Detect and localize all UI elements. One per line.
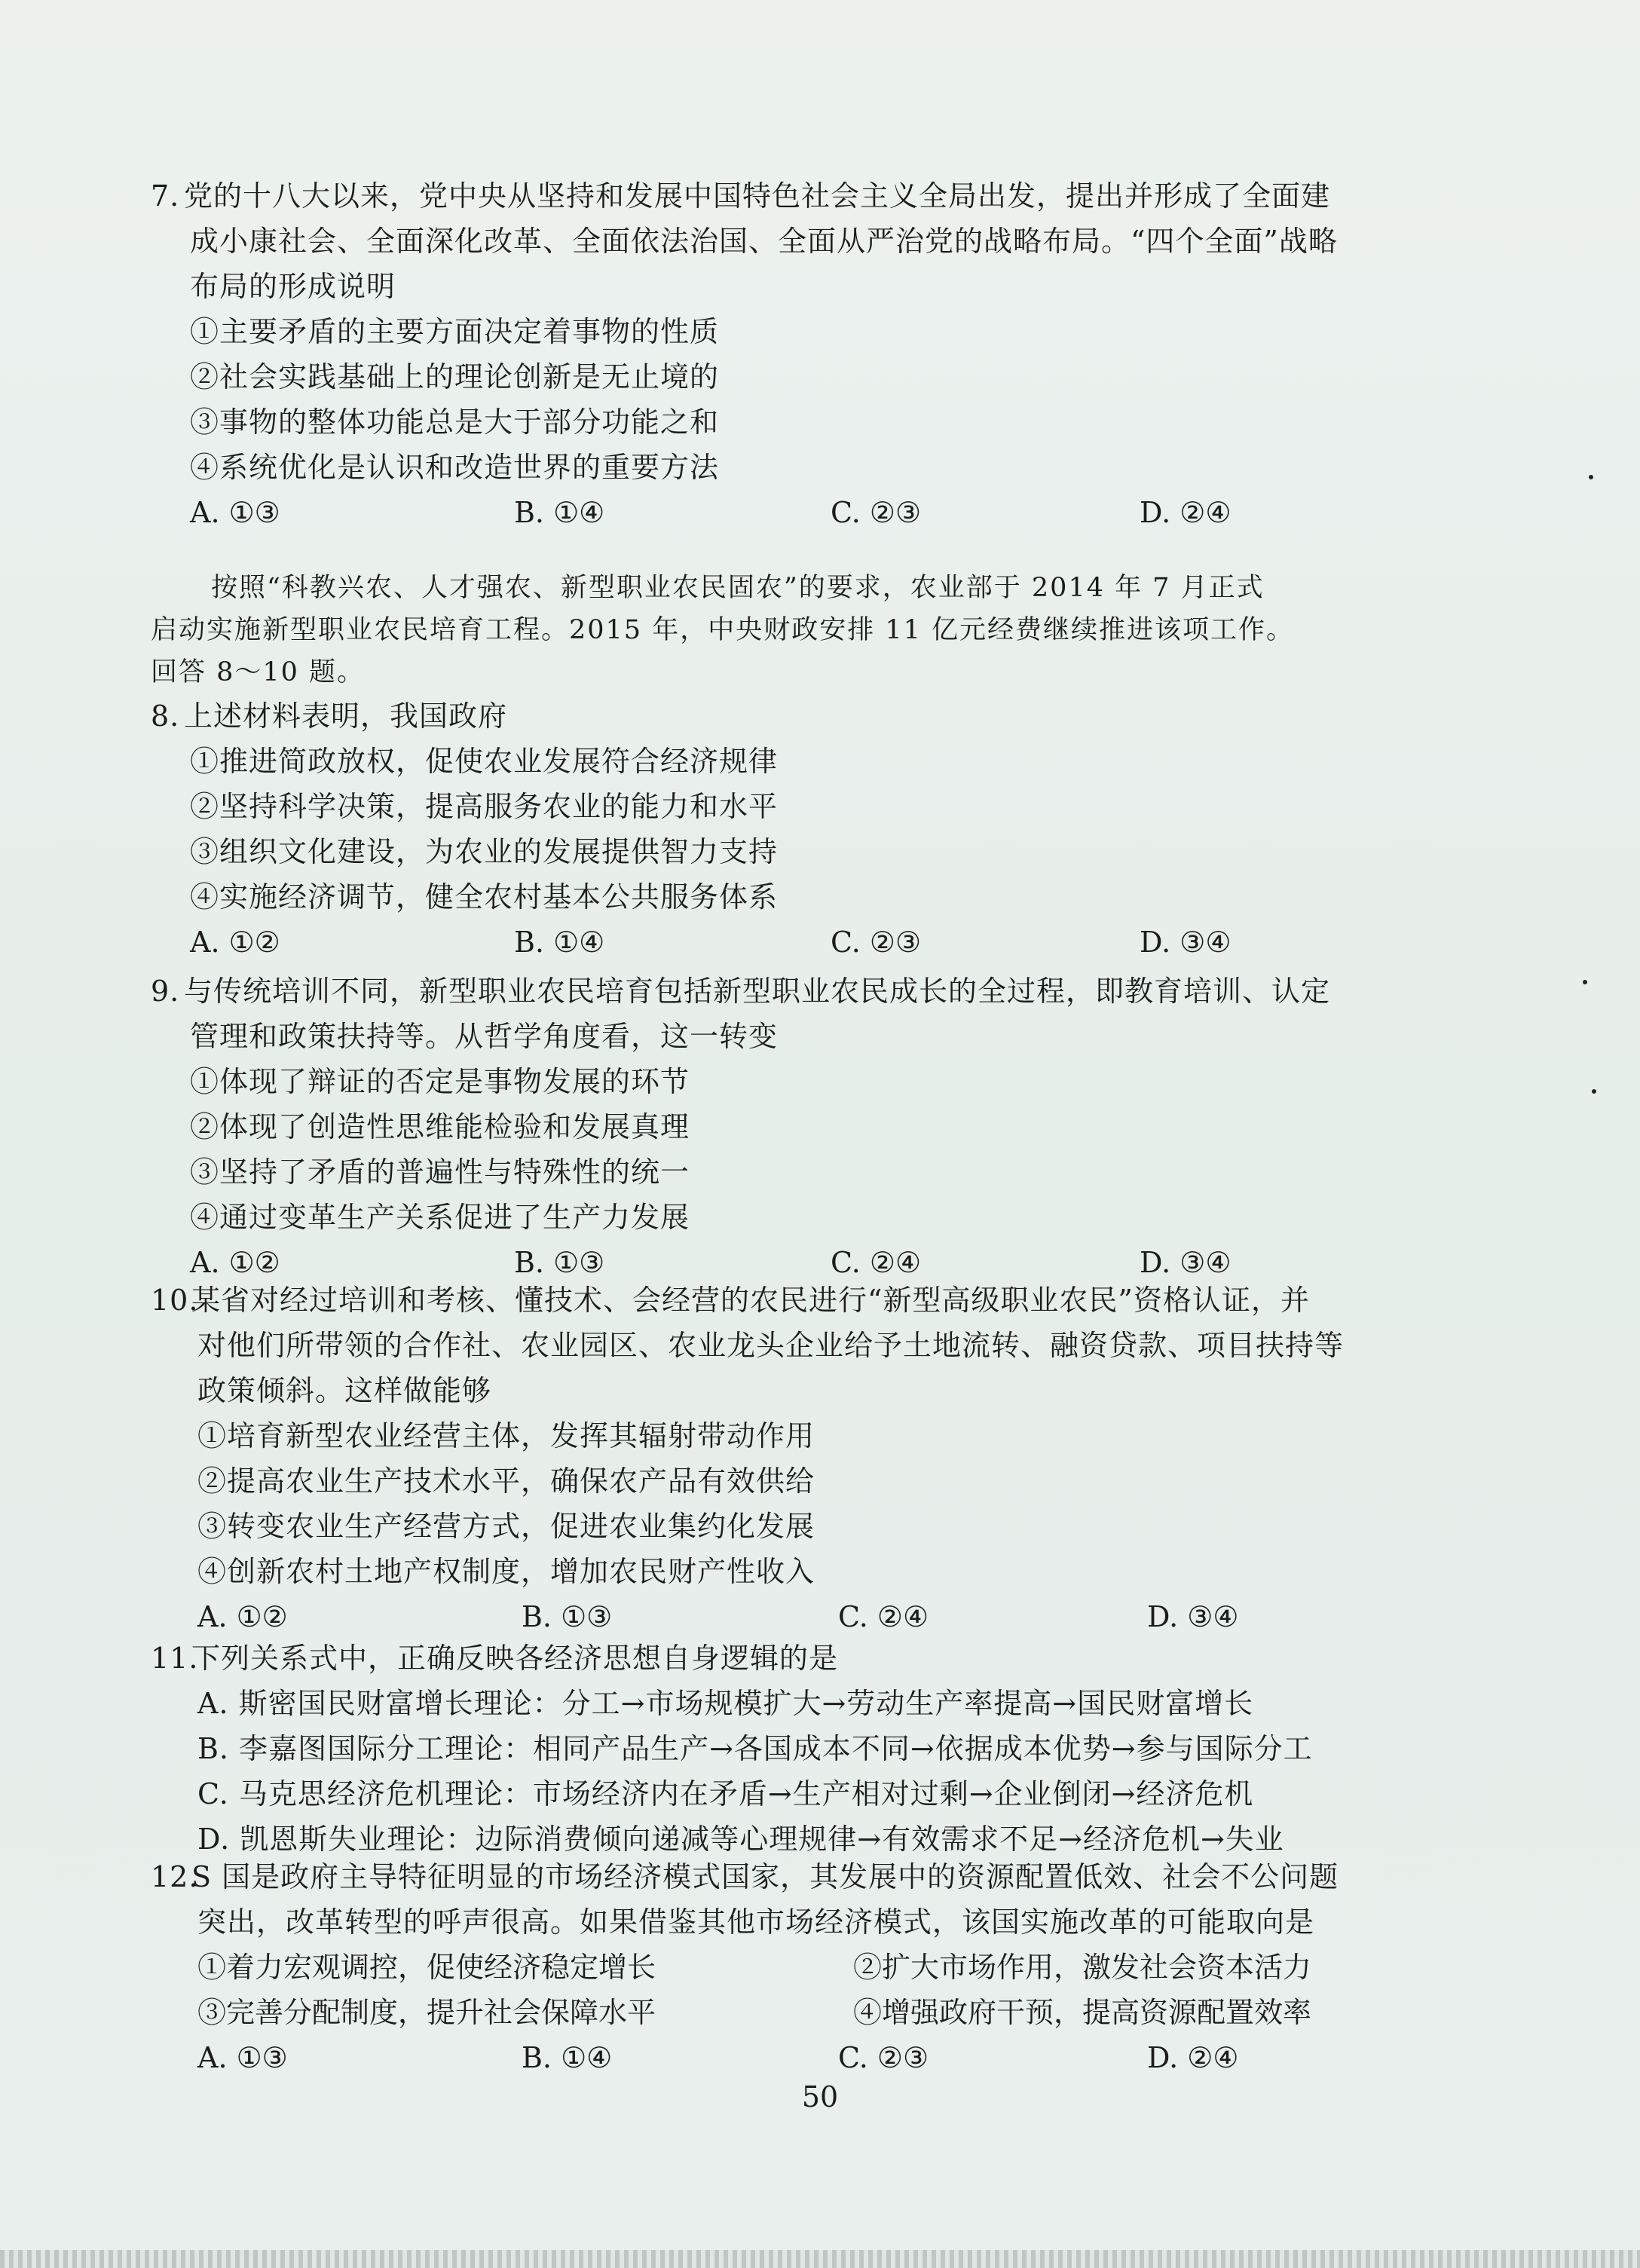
question-stem-line: 成小康社会、全面深化改革、全面依法治国、全面从严治党的战略布局。“四个全面”战略 xyxy=(190,225,1338,258)
scan-bottom-edge xyxy=(0,2250,1640,2268)
statement-item: ①着力宏观调控，促使经济稳定增长 xyxy=(197,1951,656,1984)
statement-item: ②坚持科学决策，提高服务农业的能力和水平 xyxy=(190,790,779,823)
choice-option: A. 斯密国民财富增长理论：分工→市场规模扩大→劳动生产率提高→国民财富增长 xyxy=(197,1687,1254,1720)
option-a: A. ①③ xyxy=(190,496,280,529)
question-9 xyxy=(151,969,1447,1285)
question-stem-line: 某省对经过培训和考核、懂技术、会经营的农民进行“新型高级职业农民”资格认证，并 xyxy=(191,1284,1310,1317)
option-c: C. ②③ xyxy=(831,496,922,529)
question-number: 9. xyxy=(151,975,180,1008)
question-number: 10. xyxy=(151,1284,199,1317)
reading-material xyxy=(151,567,1447,693)
statement-item: ②扩大市场作用，激发社会资本活力 xyxy=(853,1951,1312,1984)
statement-item: ①推进简政放权，促使农业发展符合经济规律 xyxy=(190,745,779,778)
question-stem-line: 政策倾斜。这样做能够 xyxy=(197,1374,492,1407)
option-a: A. ①② xyxy=(190,926,280,959)
question-number: 11. xyxy=(151,1642,199,1675)
option-a: A. ①② xyxy=(197,1600,288,1633)
answer-options xyxy=(151,1594,1447,1639)
statement-item: ④创新农村土地产权制度，增加农民财产性收入 xyxy=(197,1555,815,1588)
option-b: B. ①③ xyxy=(522,1600,613,1633)
question-10 xyxy=(151,1278,1447,1639)
statement-item: ①培育新型农业经营主体，发挥其辐射带动作用 xyxy=(197,1419,815,1452)
material-line: 回答 8～10 题。 xyxy=(151,657,366,687)
option-c: C. ②③ xyxy=(838,2041,929,2074)
question-stem-line: 管理和政策扶持等。从哲学角度看，这一转变 xyxy=(190,1020,779,1053)
answer-options xyxy=(151,920,1447,965)
option-b: B. ①④ xyxy=(522,2041,613,2074)
question-stem-line: 布局的形成说明 xyxy=(190,270,396,303)
option-c: C. ②④ xyxy=(831,1246,922,1279)
option-d: D. ③④ xyxy=(1147,1600,1239,1633)
option-c: C. ②④ xyxy=(838,1600,929,1633)
answer-options xyxy=(151,2035,1447,2080)
question-stem-line: 对他们所带领的合作社、农业园区、农业龙头企业给予土地流转、融资贷款、项目扶持等 xyxy=(197,1329,1345,1362)
question-7 xyxy=(151,173,1447,535)
statement-item: ③组织文化建设，为农业的发展提供智力支持 xyxy=(190,835,779,868)
statement-item: ③完善分配制度，提升社会保障水平 xyxy=(197,1996,656,2029)
question-stem-line: S 国是政府主导特征明显的市场经济模式国家，其发展中的资源配置低效、社会不公问题 xyxy=(191,1860,1339,1893)
statement-item: ②提高农业生产技术水平，确保农产品有效供给 xyxy=(197,1465,815,1498)
choice-option: D. 凯恩斯失业理论：边际消费倾向递减等心理规律→有效需求不足→经济危机→失业 xyxy=(197,1823,1284,1856)
question-number: 8. xyxy=(151,699,180,733)
answer-options xyxy=(151,490,1447,535)
option-d: D. ②④ xyxy=(1140,496,1232,529)
option-d: D. ②④ xyxy=(1147,2041,1239,2074)
choice-option: B. 李嘉图国际分工理论：相同产品生产→各国成本不同→依据成本优势→参与国际分工 xyxy=(197,1732,1313,1765)
page-number: 50 xyxy=(801,2080,839,2113)
question-11 xyxy=(151,1636,1447,1862)
material-line: 按照“科教兴农、人才强农、新型职业农民固农”的要求，农业部于 2014 年 7 月正式 xyxy=(211,573,1265,603)
question-number: 7. xyxy=(151,179,180,213)
statement-item: ④系统优化是认识和改造世界的重要方法 xyxy=(190,451,720,484)
statement-item: ①体现了辩证的否定是事物发展的环节 xyxy=(190,1065,690,1098)
question-stem-line: 与传统培训不同，新型职业农民培育包括新型职业农民成长的全过程，即教育培训、认定 xyxy=(184,975,1331,1008)
option-d: D. ③④ xyxy=(1140,926,1232,959)
scan-speck xyxy=(1589,475,1593,479)
statement-item: ④增强政府干预，提高资源配置效率 xyxy=(853,1996,1312,2029)
statement-item: ③坚持了矛盾的普遍性与特殊性的统一 xyxy=(190,1155,690,1189)
question-number: 12. xyxy=(151,1860,199,1893)
option-b: B. ①④ xyxy=(514,926,605,959)
scan-speck xyxy=(1592,1089,1596,1094)
option-b: B. ①④ xyxy=(514,496,605,529)
statement-item: ①主要矛盾的主要方面决定着事物的性质 xyxy=(190,315,720,348)
question-stem-line: 突出，改革转型的呼声很高。如果借鉴其他市场经济模式，该国实施改革的可能取向是 xyxy=(197,1905,1315,1939)
option-a: A. ①③ xyxy=(197,2041,288,2074)
statement-item: ②社会实践基础上的理论创新是无止境的 xyxy=(190,360,720,393)
statement-item: ③转变农业生产经营方式，促进农业集约化发展 xyxy=(197,1510,815,1543)
material-line: 启动实施新型职业农民培育工程。2015 年，中央财政安排 11 亿元经费继续推进该项工作。 xyxy=(151,615,1294,645)
question-stem-line: 党的十八大以来，党中央从坚持和发展中国特色社会主义全局出发，提出并形成了全面建 xyxy=(184,179,1331,213)
question-12 xyxy=(151,1854,1447,2080)
choice-option: C. 马克思经济危机理论：市场经济内在矛盾→生产相对过剩→企业倒闭→经济危机 xyxy=(197,1777,1254,1810)
option-d: D. ③④ xyxy=(1140,1246,1232,1279)
statement-item: ④通过变革生产关系促进了生产力发展 xyxy=(190,1201,690,1234)
statement-item: ④实施经济调节，健全农村基本公共服务体系 xyxy=(190,880,779,914)
question-stem-line: 下列关系式中，正确反映各经济思想自身逻辑的是 xyxy=(191,1642,839,1675)
option-c: C. ②③ xyxy=(831,926,922,959)
option-b: B. ①③ xyxy=(514,1246,605,1279)
statement-item: ②体现了创造性思维能检验和发展真理 xyxy=(190,1110,690,1143)
statement-item: ③事物的整体功能总是大于部分功能之和 xyxy=(190,406,720,439)
question-stem-line: 上述材料表明，我国政府 xyxy=(184,699,508,733)
scan-speck xyxy=(1583,980,1587,984)
question-8 xyxy=(151,693,1447,965)
option-a: A. ①② xyxy=(190,1246,280,1279)
